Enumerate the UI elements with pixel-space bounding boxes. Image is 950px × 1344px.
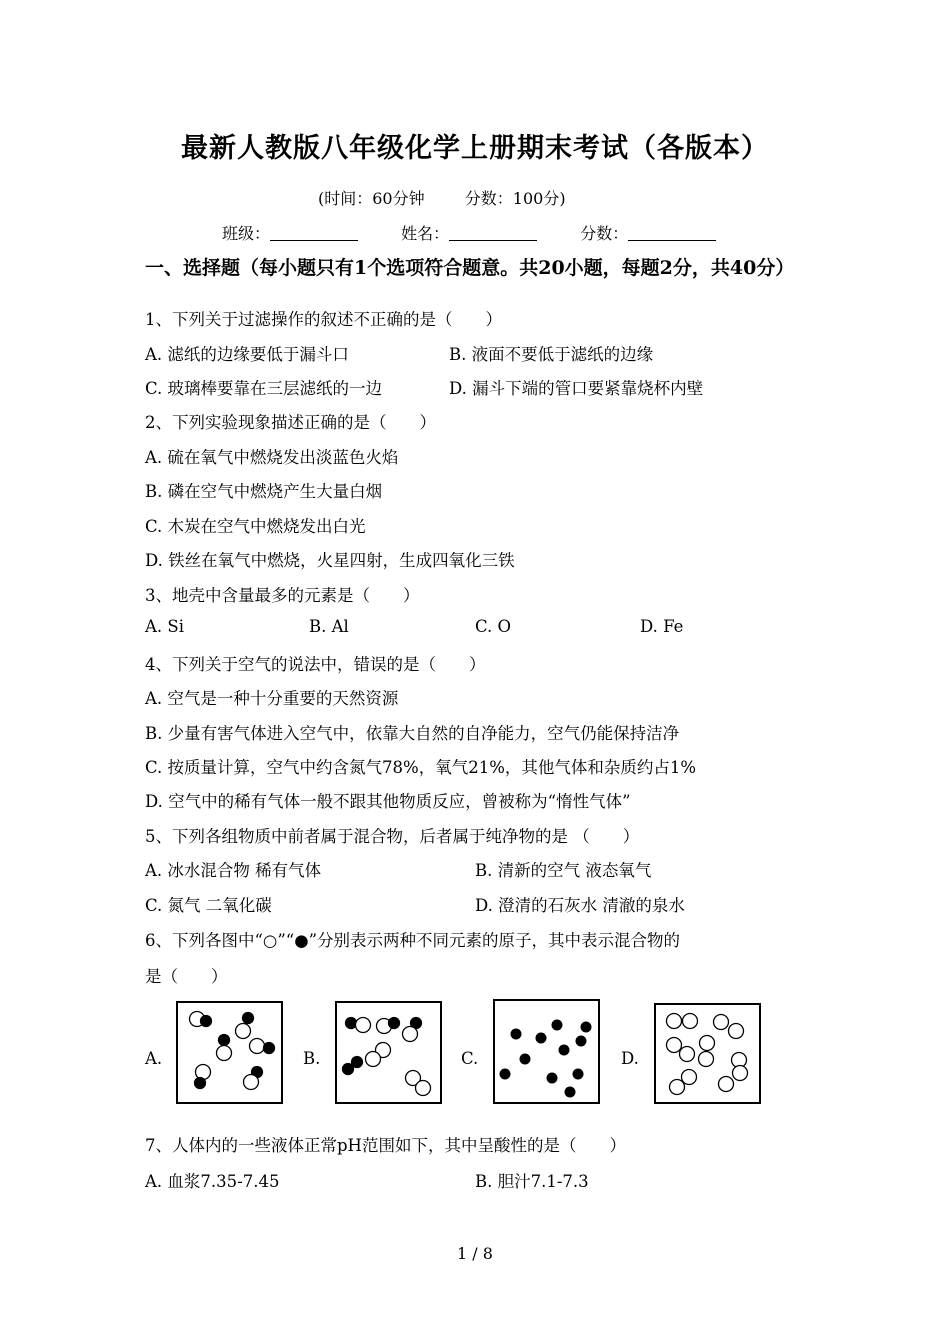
q6-diagram-c (495, 1001, 598, 1102)
q3-option-d: D. Fe (640, 617, 684, 636)
class-field: 班级： (222, 221, 358, 244)
q6-stem-cont: 是（ ） (145, 967, 228, 986)
q1-option-c: C. 玻璃棒要靠在三层滤纸的一边 (145, 379, 383, 398)
student-fields (222, 221, 754, 244)
page-title: 最新人教版八年级化学上册期末考试（各版本） (181, 133, 769, 164)
q6-stem: 6、下列各图中“○”“●”分别表示两种不同元素的原子，其中表示混合物的 (145, 931, 681, 950)
q2-option-c: C. 木炭在空气中燃烧发出白光 (145, 517, 366, 536)
name-blank[interactable] (449, 226, 537, 241)
q5-option-b: B. 清新的空气 液态氧气 (475, 861, 652, 880)
q3-stem: 3、地壳中含量最多的元素是（ ） (145, 586, 420, 605)
q4-option-d: D. 空气中的稀有气体一般不跟其他物质反应，曾被称为“惰性气体” (145, 792, 631, 811)
q6-diagram-a (178, 1003, 281, 1102)
q3-option-b: B. Al (309, 617, 349, 636)
time-info: (时间：60分钟 (318, 189, 425, 208)
q1-option-a: A. 滤纸的边缘要低于漏斗口 (145, 345, 349, 364)
q6-label-b: B. (303, 1049, 321, 1068)
q2-option-d: D. 铁丝在氧气中燃烧，火星四射，生成四氧化三铁 (145, 551, 515, 570)
q4-stem: 4、下列关于空气的说法中，错误的是（ ） (145, 655, 486, 674)
class-blank[interactable] (270, 226, 358, 241)
q5-option-d: D. 澄清的石灰水 清澈的泉水 (475, 896, 685, 915)
q2-stem: 2、下列实验现象描述正确的是（ ） (145, 413, 436, 432)
q6-figure-c (493, 999, 600, 1104)
q7-stem: 7、人体内的一些液体正常pH范围如下，其中呈酸性的是（ ） (145, 1136, 626, 1155)
q1-stem: 1、下列关于过滤操作的叙述不正确的是（ ） (145, 310, 502, 329)
q6-figure-a (176, 1001, 283, 1104)
q3-option-c: C. O (475, 617, 512, 636)
q2-option-b: B. 磷在空气中燃烧产生大量白烟 (145, 482, 383, 501)
q6-diagram-d (656, 1005, 759, 1102)
q1-option-d: D. 漏斗下端的管口要紧靠烧杯内壁 (449, 379, 704, 398)
q6-diagram-b (337, 1003, 440, 1102)
q6-label-c: C. (461, 1049, 479, 1068)
q1-option-b: B. 液面不要低于滤纸的边缘 (449, 345, 654, 364)
q5-stem: 5、下列各组物质中前者属于混合物，后者属于纯净物的是 （ ） (145, 827, 640, 846)
q2-option-a: A. 硫在氧气中燃烧发出淡蓝色火焰 (145, 448, 399, 467)
q7-option-b: B. 胆汁7.1-7.3 (475, 1172, 589, 1191)
q4-option-a: A. 空气是一种十分重要的天然资源 (145, 689, 399, 708)
q3-option-a: A. Si (145, 617, 184, 636)
section-heading: 一、选择题（每小题只有1个选项符合题意。共20小题，每题2分，共40分） (145, 257, 795, 279)
score-field: 分数： (580, 221, 716, 244)
q6-figure-d (654, 1003, 761, 1104)
page-number: 1 / 8 (457, 1244, 493, 1263)
q6-label-a: A. (145, 1049, 163, 1068)
q4-option-b: B. 少量有害气体进入空气中，依靠大自然的自净能力，空气仍能保持洁净 (145, 724, 680, 743)
q6-label-d: D. (621, 1049, 639, 1068)
q7-option-a: A. 血浆7.35-7.45 (145, 1172, 280, 1191)
score-info: 分数：100分) (464, 189, 566, 208)
score-blank[interactable] (628, 226, 716, 241)
q5-option-c: C. 氮气 二氧化碳 (145, 896, 272, 915)
name-field: 姓名： (401, 221, 537, 244)
exam-info (318, 186, 566, 209)
q4-option-c: C. 按质量计算，空气中约含氮气78%，氧气21%，其他气体和杂质约占1% (145, 758, 697, 777)
q5-option-a: A. 冰水混合物 稀有气体 (145, 861, 322, 880)
q6-figure-b (335, 1001, 442, 1104)
